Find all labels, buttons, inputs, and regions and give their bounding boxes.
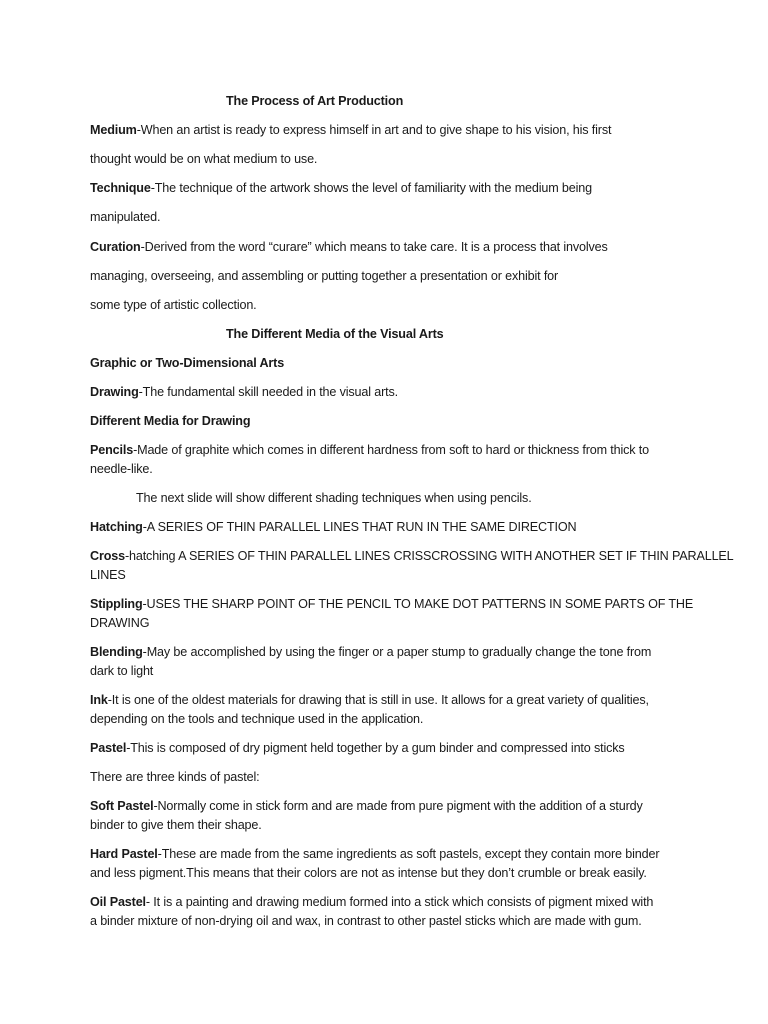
paragraph-pencils-cont: needle-like.	[90, 462, 153, 476]
paragraph-soft-pastel	[90, 797, 643, 816]
term-curation: Curation	[90, 240, 141, 254]
paragraph-curation-cont: managing, overseeing, and assembling or putting together a presentation or exhibit for	[90, 269, 559, 283]
definition-text: -When an artist is ready to express himself in art and to give shape to his vision, his first	[136, 123, 612, 137]
paragraph-crosshatching-cont: LINES	[90, 568, 126, 582]
paragraph-oil-pastel-cont: a binder mixture of non-drying oil and wax, in contrast to other pastel sticks which are made with gum.	[90, 914, 642, 928]
definition-text: -This is composed of dry pigment held together by a gum binder and compressed into sticks	[126, 741, 625, 755]
definition-text: - It is a painting and drawing medium formed into a stick which consists of pigment mixed with	[145, 895, 654, 909]
paragraph-soft-pastel-cont: binder to give them their shape.	[90, 818, 262, 832]
term-soft-pastel: Soft Pastel	[90, 799, 154, 813]
paragraph-pastel	[90, 739, 625, 758]
term-blending: Blending	[90, 645, 143, 659]
term-pastel: Pastel	[90, 741, 127, 755]
paragraph-curation	[90, 238, 608, 257]
term-drawing: Drawing	[90, 385, 139, 399]
paragraph-ink-cont: depending on the tools and technique used in the application.	[90, 712, 424, 726]
paragraph-stippling-cont: DRAWING	[90, 616, 150, 630]
paragraph-technique-cont: manipulated.	[90, 210, 161, 224]
definition-text: -hatching A SERIES OF THIN PARALLEL LINES CRISSCROSSING WITH ANOTHER SET IF THIN PARALLEL	[124, 549, 734, 563]
definition-text: -These are made from the same ingredients as soft pastels, except they contain more binder	[157, 847, 660, 861]
term-technique: Technique	[90, 181, 151, 195]
paragraph-hard-pastel-cont: and less pigment.This means that their colors are not as intense but they don’t crumble or break easily.	[90, 866, 647, 880]
definition-text: -The fundamental skill needed in the visual arts.	[138, 385, 399, 399]
definition-text: -It is one of the oldest materials for drawing that is still in use. It allows for a great variety of qualities,	[107, 693, 649, 707]
paragraph-hatching	[90, 518, 576, 537]
term-stippling: Stippling	[90, 597, 143, 611]
definition-text: -Derived from the word “curare” which means to take care. It is a process that involves	[140, 240, 608, 254]
term-medium: Medium	[90, 123, 137, 137]
paragraph-medium-cont: thought would be on what medium to use.	[90, 152, 318, 166]
paragraph-hard-pastel	[90, 845, 659, 864]
definition-text: -May be accomplished by using the finger or a paper stump to gradually change the tone from	[142, 645, 652, 659]
section-title-art-production: The Process of Art Production	[226, 94, 404, 108]
term-hard-pastel: Hard Pastel	[90, 847, 158, 861]
definition-text: -USES THE SHARP POINT OF THE PENCIL TO MAKE DOT PATTERNS IN SOME PARTS OF THE	[142, 597, 694, 611]
term-cross: Cross	[90, 549, 125, 563]
definition-text: -The technique of the artwork shows the level of familiarity with the medium being	[150, 181, 592, 195]
heading-drawing-media: Different Media for Drawing	[90, 414, 251, 428]
paragraph-blending-cont: dark to light	[90, 664, 154, 678]
term-ink: Ink	[90, 693, 108, 707]
paragraph-crosshatching	[90, 547, 734, 566]
note-next-slide: The next slide will show different shading techniques when using pencils.	[136, 491, 532, 505]
paragraph-ink	[90, 691, 649, 710]
definition-text: -Normally come in stick form and are made from pure pigment with the addition of a sturdy	[153, 799, 643, 813]
paragraph-stippling	[90, 595, 693, 614]
definition-text: -Made of graphite which comes in different hardness from soft to hard or thickness from thick to	[133, 443, 650, 457]
paragraph-pencils	[90, 441, 649, 460]
paragraph-curation-cont2: some type of artistic collection.	[90, 298, 257, 312]
term-pencils: Pencils	[90, 443, 134, 457]
paragraph-medium	[90, 121, 611, 140]
heading-graphic-arts: Graphic or Two-Dimensional Arts	[90, 356, 285, 370]
definition-text: -A SERIES OF THIN PARALLEL LINES THAT RUN IN THE SAME DIRECTION	[142, 520, 577, 534]
term-hatching: Hatching	[90, 520, 143, 534]
section-title-media: The Different Media of the Visual Arts	[226, 327, 444, 341]
paragraph-technique	[90, 179, 592, 198]
paragraph-drawing	[90, 383, 398, 402]
paragraph-oil-pastel	[90, 893, 653, 912]
paragraph-three-kinds: There are three kinds of pastel:	[90, 770, 260, 784]
term-oil-pastel: Oil Pastel	[90, 895, 146, 909]
paragraph-blending	[90, 643, 651, 662]
